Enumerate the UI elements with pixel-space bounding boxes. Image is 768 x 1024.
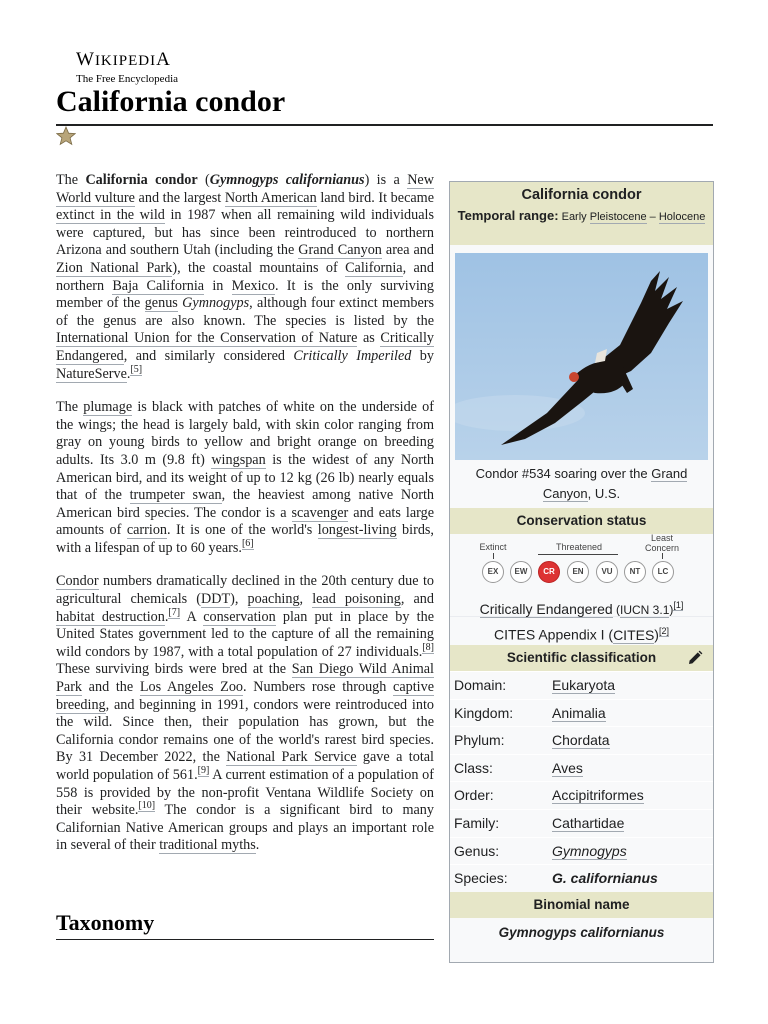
infobox-title: California condor [521, 187, 642, 203]
paragraph-intro: The California condor (Gymnogyps californianus) is a New World vulture and the largest North American land bird. It became extinct in the wild in 1987 when all remaining wild individuals were captured, but has since been reintroduced to northern Arizona and southern Utah (including the Grand Canyon area and Zion National Park), the coastal mountains of California, and northern Baja California in Mexico. It is the only surviving member of the genus Gymnogyps, although four extinct members of the genus are also known. The species is listed by the International Union for the Conservation of Nature as Critically Endangered, and similarly considered Critically Imperiled by NatureServe.[5] [56, 172, 435, 382]
photo-caption: Condor #534 soaring over the Grand Canyon, U.S. [475, 466, 688, 501]
section-heading-taxonomy: Taxonomy [56, 910, 155, 935]
link-natureserve[interactable]: NatureServe [56, 365, 127, 382]
status-ew: EW [510, 561, 532, 583]
link-san-diego-wild-animal-park[interactable]: San Diego Wild Animal Park [56, 661, 434, 696]
link-condor[interactable]: Condor [56, 573, 99, 590]
link-caption-grand-canyon[interactable]: Grand Canyon [542, 466, 688, 501]
link-grand-canyon[interactable]: Grand Canyon [298, 242, 382, 259]
link-animalia[interactable]: Animalia [552, 704, 606, 721]
link-critically-endangered[interactable]: Critically Endangered [56, 330, 434, 364]
paragraph-conservation: Condor numbers dramatically declined in the 20th century due to agricultural chemicals (DDT), poaching, lead poisoning, and habitat destruction.[7] A conservation plan put in place by the United States government led to the capture of all the remaining wild condors by 1987, with a total population of 27 individuals.[8] These surviving birds were bred at the San Diego Wild Animal Park and the Los Angeles Zoo. Numbers rose through captive breeding, and beginning in 1991, condors were reintroduced into the wild. Since then, their population has grown, but the California condor remains one of the world's rarest bird species. By 31 December 2022, the National Park Service gave a total world population of 561.[9] A current estimation of a population of 558 is provided by the non-profit Ventana Wildlife Society on their website.[10] The condor is a significant bird to many Californian Native American groups and plays an important role in several of their traditional myths. [56, 573, 434, 854]
logo-tagline: The Free Encyclopedia [76, 73, 179, 85]
link-zion[interactable]: Zion National Park [56, 259, 173, 276]
link-new-world-vulture[interactable]: New World vulture [56, 172, 434, 206]
citation-9[interactable]: [9] [197, 765, 210, 777]
page-title: California condor [56, 85, 286, 118]
link-ddt[interactable]: DDT [201, 591, 231, 608]
link-aves[interactable]: Aves [552, 759, 583, 776]
taxon-row-class: Class: Aves [450, 754, 713, 782]
title-divider [56, 124, 713, 126]
conservation-status-header: Conservation status [450, 508, 713, 534]
link-holocene[interactable]: Holocene [658, 211, 706, 223]
link-genus[interactable]: genus [144, 295, 178, 312]
article-body [56, 172, 434, 871]
pencil-icon[interactable] [687, 650, 703, 666]
condor-photo[interactable] [455, 253, 708, 460]
scientific-classification-header: Scientific classification [450, 645, 713, 671]
link-mexico[interactable]: Mexico [231, 277, 275, 294]
citation-2[interactable]: [2] [658, 626, 669, 636]
link-eukaryota[interactable]: Eukaryota [552, 677, 616, 693]
infobox-header [450, 182, 713, 245]
taxon-row-kingdom: Kingdom: Animalia [450, 699, 713, 727]
link-conservation[interactable]: conservation [203, 608, 276, 625]
wikipedia-logo[interactable] [76, 50, 178, 85]
citation-10[interactable]: [10] [138, 800, 156, 812]
link-accipitriformes[interactable]: Accipitriformes [552, 787, 644, 804]
citation-7[interactable]: [7] [168, 606, 181, 618]
species-name: G. californianus [552, 870, 658, 887]
link-wingspan[interactable]: wingspan [211, 451, 266, 468]
link-status-critically-endangered[interactable]: Critically Endangered [479, 600, 613, 617]
link-longest-living[interactable]: longest-living [317, 522, 397, 539]
scale-tick [493, 553, 494, 559]
link-habitat-destruction[interactable]: habitat destruction [56, 608, 165, 625]
link-chordata[interactable]: Chordata [552, 732, 610, 749]
link-carrion[interactable]: carrion [126, 522, 168, 539]
status-vu: VU [596, 561, 618, 583]
citation-6[interactable]: [6] [241, 538, 254, 550]
link-traditional-myths[interactable]: traditional myths [159, 837, 256, 854]
link-california[interactable]: California [345, 259, 403, 276]
link-scavenger[interactable]: scavenger [291, 504, 349, 521]
link-captive-breeding[interactable]: captive breeding [56, 679, 434, 713]
infobox [449, 181, 714, 963]
cites-status: CITES Appendix I (CITES)[2] [450, 616, 713, 645]
status-ex: EX [482, 561, 504, 583]
paragraph-description: The plumage is black with patches of white on the underside of the wings; the head is largely bald, with skin color ranging from gray on young birds to yellow and bright orange on breeding adults. Its 3.0 m (9.8 ft) wingspan is the widest of any North American bird, and its weight of up to 12 kg (26 lb) nearly equals that of the trumpeter swan, the heaviest among native North American bird species. The condor is a scavenger and eats large amounts of carrion. It is one of the world's longest-living birds, with a lifespan of up to 60 years.[6] [56, 399, 435, 556]
logo-wordmark: WIKIPEDIA [76, 49, 171, 70]
featured-star-icon[interactable] [56, 126, 76, 146]
link-plumage[interactable]: plumage [83, 399, 133, 416]
scale-label-threatened: Threatened [555, 542, 603, 552]
link-trumpeter-swan[interactable]: trumpeter swan [129, 487, 222, 504]
link-national-park-service[interactable]: National Park Service [226, 749, 357, 766]
citation-1[interactable]: [1] [673, 600, 684, 610]
status-lc: LC [652, 561, 674, 583]
link-extinct-in-the-wild[interactable]: extinct in the wild [56, 207, 165, 224]
taxon-row-family: Family: Cathartidae [450, 809, 713, 837]
link-north-american[interactable]: North American [224, 189, 317, 206]
link-cathartidae[interactable]: Cathartidae [552, 814, 625, 831]
taxon-row-genus: Genus: Gymnogyps [450, 837, 713, 865]
binomial-name: Gymnogyps californianus [498, 924, 665, 940]
link-baja-california[interactable]: Baja California [112, 277, 205, 294]
link-pleistocene[interactable]: Pleistocene [589, 211, 647, 223]
link-los-angeles-zoo[interactable]: Los Angeles Zoo [139, 679, 244, 696]
link-lead-poisoning[interactable]: lead poisoning [312, 591, 401, 608]
scale-label-extinct: Extinct [479, 542, 507, 552]
section-divider [56, 939, 434, 940]
citation-8[interactable]: [8] [422, 642, 434, 654]
iucn-status: Critically Endangered (IUCN 3.1)[1] [479, 600, 684, 617]
link-iucn[interactable]: International Union for the Conservation of Nature [56, 330, 358, 347]
scale-threatened-line [538, 554, 618, 555]
taxon-row-order: Order: Accipitriformes [450, 781, 713, 809]
status-cr-active: CR [538, 561, 560, 583]
taxon-row-species: Species: G. californianus [450, 864, 713, 892]
link-cites[interactable]: CITES [613, 626, 655, 643]
scale-label-least-concern: Least Concern [644, 533, 680, 553]
binomial-name-header: Binomial name [450, 892, 713, 918]
link-gymnogyps[interactable]: Gymnogyps [552, 842, 627, 859]
status-nt: NT [624, 561, 646, 583]
temporal-range: Temporal range: Early Pleistocene – Holocene [457, 208, 706, 223]
taxon-row-domain: Domain: Eukaryota [450, 671, 713, 699]
status-en: EN [567, 561, 589, 583]
link-iucn-3-1[interactable]: IUCN 3.1 [620, 602, 670, 617]
taxon-row-phylum: Phylum: Chordata [450, 726, 713, 754]
link-poaching[interactable]: poaching [247, 591, 300, 608]
scale-tick [662, 553, 663, 559]
citation-5[interactable]: [5] [130, 363, 143, 375]
conservation-status-scale[interactable] [450, 534, 713, 594]
